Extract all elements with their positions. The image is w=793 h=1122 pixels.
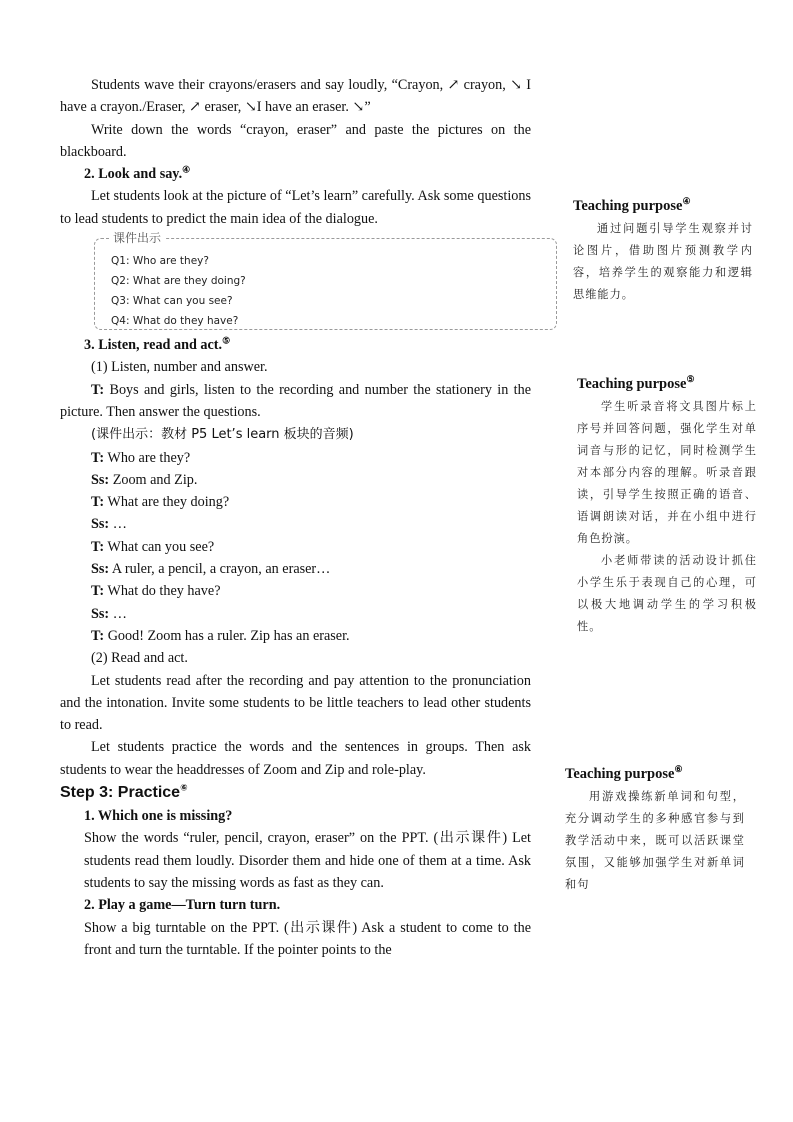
teacher-instruction: T: Boys and girls, listen to the recording and number the stationery in the picture. Then answer the questions. <box>60 381 531 420</box>
dialogue-line: Ss: … <box>91 605 127 622</box>
subheading-listen-number: (1) Listen, number and answer. <box>91 359 268 376</box>
dialogue-line: Ss: … <box>91 516 127 533</box>
footnote-mark: ⑤ <box>222 335 231 346</box>
footnote-mark: ④ <box>182 164 191 175</box>
teaching-purpose-title: Teaching purpose④ <box>573 196 691 214</box>
dialogue-line: T: Who are they? <box>91 449 191 466</box>
heading-look-and-say: 2. Look and say.④ <box>84 164 191 183</box>
dialogue-line: T: Good! Zoom has a ruler. Zip has an eraser. <box>91 627 350 644</box>
paragraph-show-words: Show the words “ruler, pencil, crayon, eraser” on the PPT. (出示课件) Let students read them loudly. Disorder them and hide one of them at a time. Ask students to say the missing words as fast as they can. <box>84 830 531 891</box>
teaching-purpose-6 <box>565 764 745 896</box>
paragraph-wave: Students wave their crayons/erasers and say loudly, “Crayon, ↗ crayon, ↘ I have a crayon./Eraser, ↗ eraser, ↘I have an eraser. ↘” <box>60 77 531 116</box>
question-item: Q2: What are they doing? <box>111 275 246 288</box>
teaching-purpose-text: 通过问题引导学生观察并讨论图片，借助图片预测教学内容，培养学生的观察能力和逻辑思维能力。 <box>573 222 753 301</box>
courseware-audio-note: (课件出示：教材 P5 Let’s learn 板块的音频) <box>91 427 354 443</box>
step-3-heading: Step 3: Practice⑥ <box>60 782 188 802</box>
paragraph-turntable: Show a big turntable on the PPT. (出示课件) Ask a student to come to the front and turn the turntable. If the pointer points to the <box>84 919 531 958</box>
dialogue-line: T: What do they have? <box>91 583 221 600</box>
teaching-purpose-4 <box>573 196 753 306</box>
subheading-read-act: (2) Read and act. <box>91 650 188 667</box>
teaching-purpose-title: Teaching purpose⑥ <box>565 764 683 782</box>
dialogue-line: T: What are they doing? <box>91 494 230 511</box>
teaching-purpose-title: Teaching purpose⑤ <box>577 374 695 392</box>
courseware-box-title: 课件出示 <box>109 229 165 247</box>
heading-listen-read-act: 3. Listen, read and act.⑤ <box>84 335 231 354</box>
question-item: Q1: Who are they? <box>111 255 209 268</box>
courseware-questions-box <box>94 231 557 330</box>
paragraph-practice-groups: Let students practice the words and the sentences in groups. Then ask students to wear the headdresses of Zoom and Zip and role-play. <box>60 739 531 778</box>
lesson-body <box>60 74 531 961</box>
dialogue-line: Ss: A ruler, a pencil, a crayon, an eraser… <box>91 561 331 578</box>
question-item: Q3: What can you see? <box>111 295 233 308</box>
teaching-purpose-5 <box>577 374 757 638</box>
heading-which-missing: 1. Which one is missing? <box>84 808 233 825</box>
footnote-mark: ④ <box>682 196 691 207</box>
footnote-mark: ⑥ <box>674 764 683 775</box>
dialogue-line: Ss: Zoom and Zip. <box>91 471 198 488</box>
heading-play-game: 2. Play a game—Turn turn turn. <box>84 897 281 914</box>
teaching-purpose-text: 学生听录音将文具图片标上序号并回答问题，强化学生对单词音与形的记忆，同时检测学生对本部分内容的理解。听录音跟读，引导学生按照正确的语音、语调朗读对话，并在小组中进行角色扮演。 <box>577 400 757 545</box>
teaching-purpose-text: 小老师带读的活动设计抓住小学生乐于表现自己的心理，可以极大地调动学生的学习积极性。 <box>577 554 757 633</box>
footnote-mark: ⑥ <box>180 782 188 793</box>
footnote-mark: ⑤ <box>686 374 695 385</box>
paragraph-write-words: Write down the words “crayon, eraser” and paste the pictures on the blackboard. <box>60 121 531 160</box>
paragraph-look: Let students look at the picture of “Let’s learn” carefully. Ask some questions to lead students to predict the main idea of the dialogue. <box>60 188 531 227</box>
question-item: Q4: What do they have? <box>111 315 239 328</box>
dialogue-line: T: What can you see? <box>91 538 215 555</box>
teaching-purpose-text: 用游戏操练新单词和句型，充分调动学生的多种感官参与到教学活动中来，既可以活跃课堂氛围，又能够加强学生对新单词和句 <box>565 790 745 891</box>
paragraph-read-after: Let students read after the recording and pay attention to the pronunciation and the intonation. Invite some students to be little teachers to lead other students to read. <box>60 672 531 734</box>
